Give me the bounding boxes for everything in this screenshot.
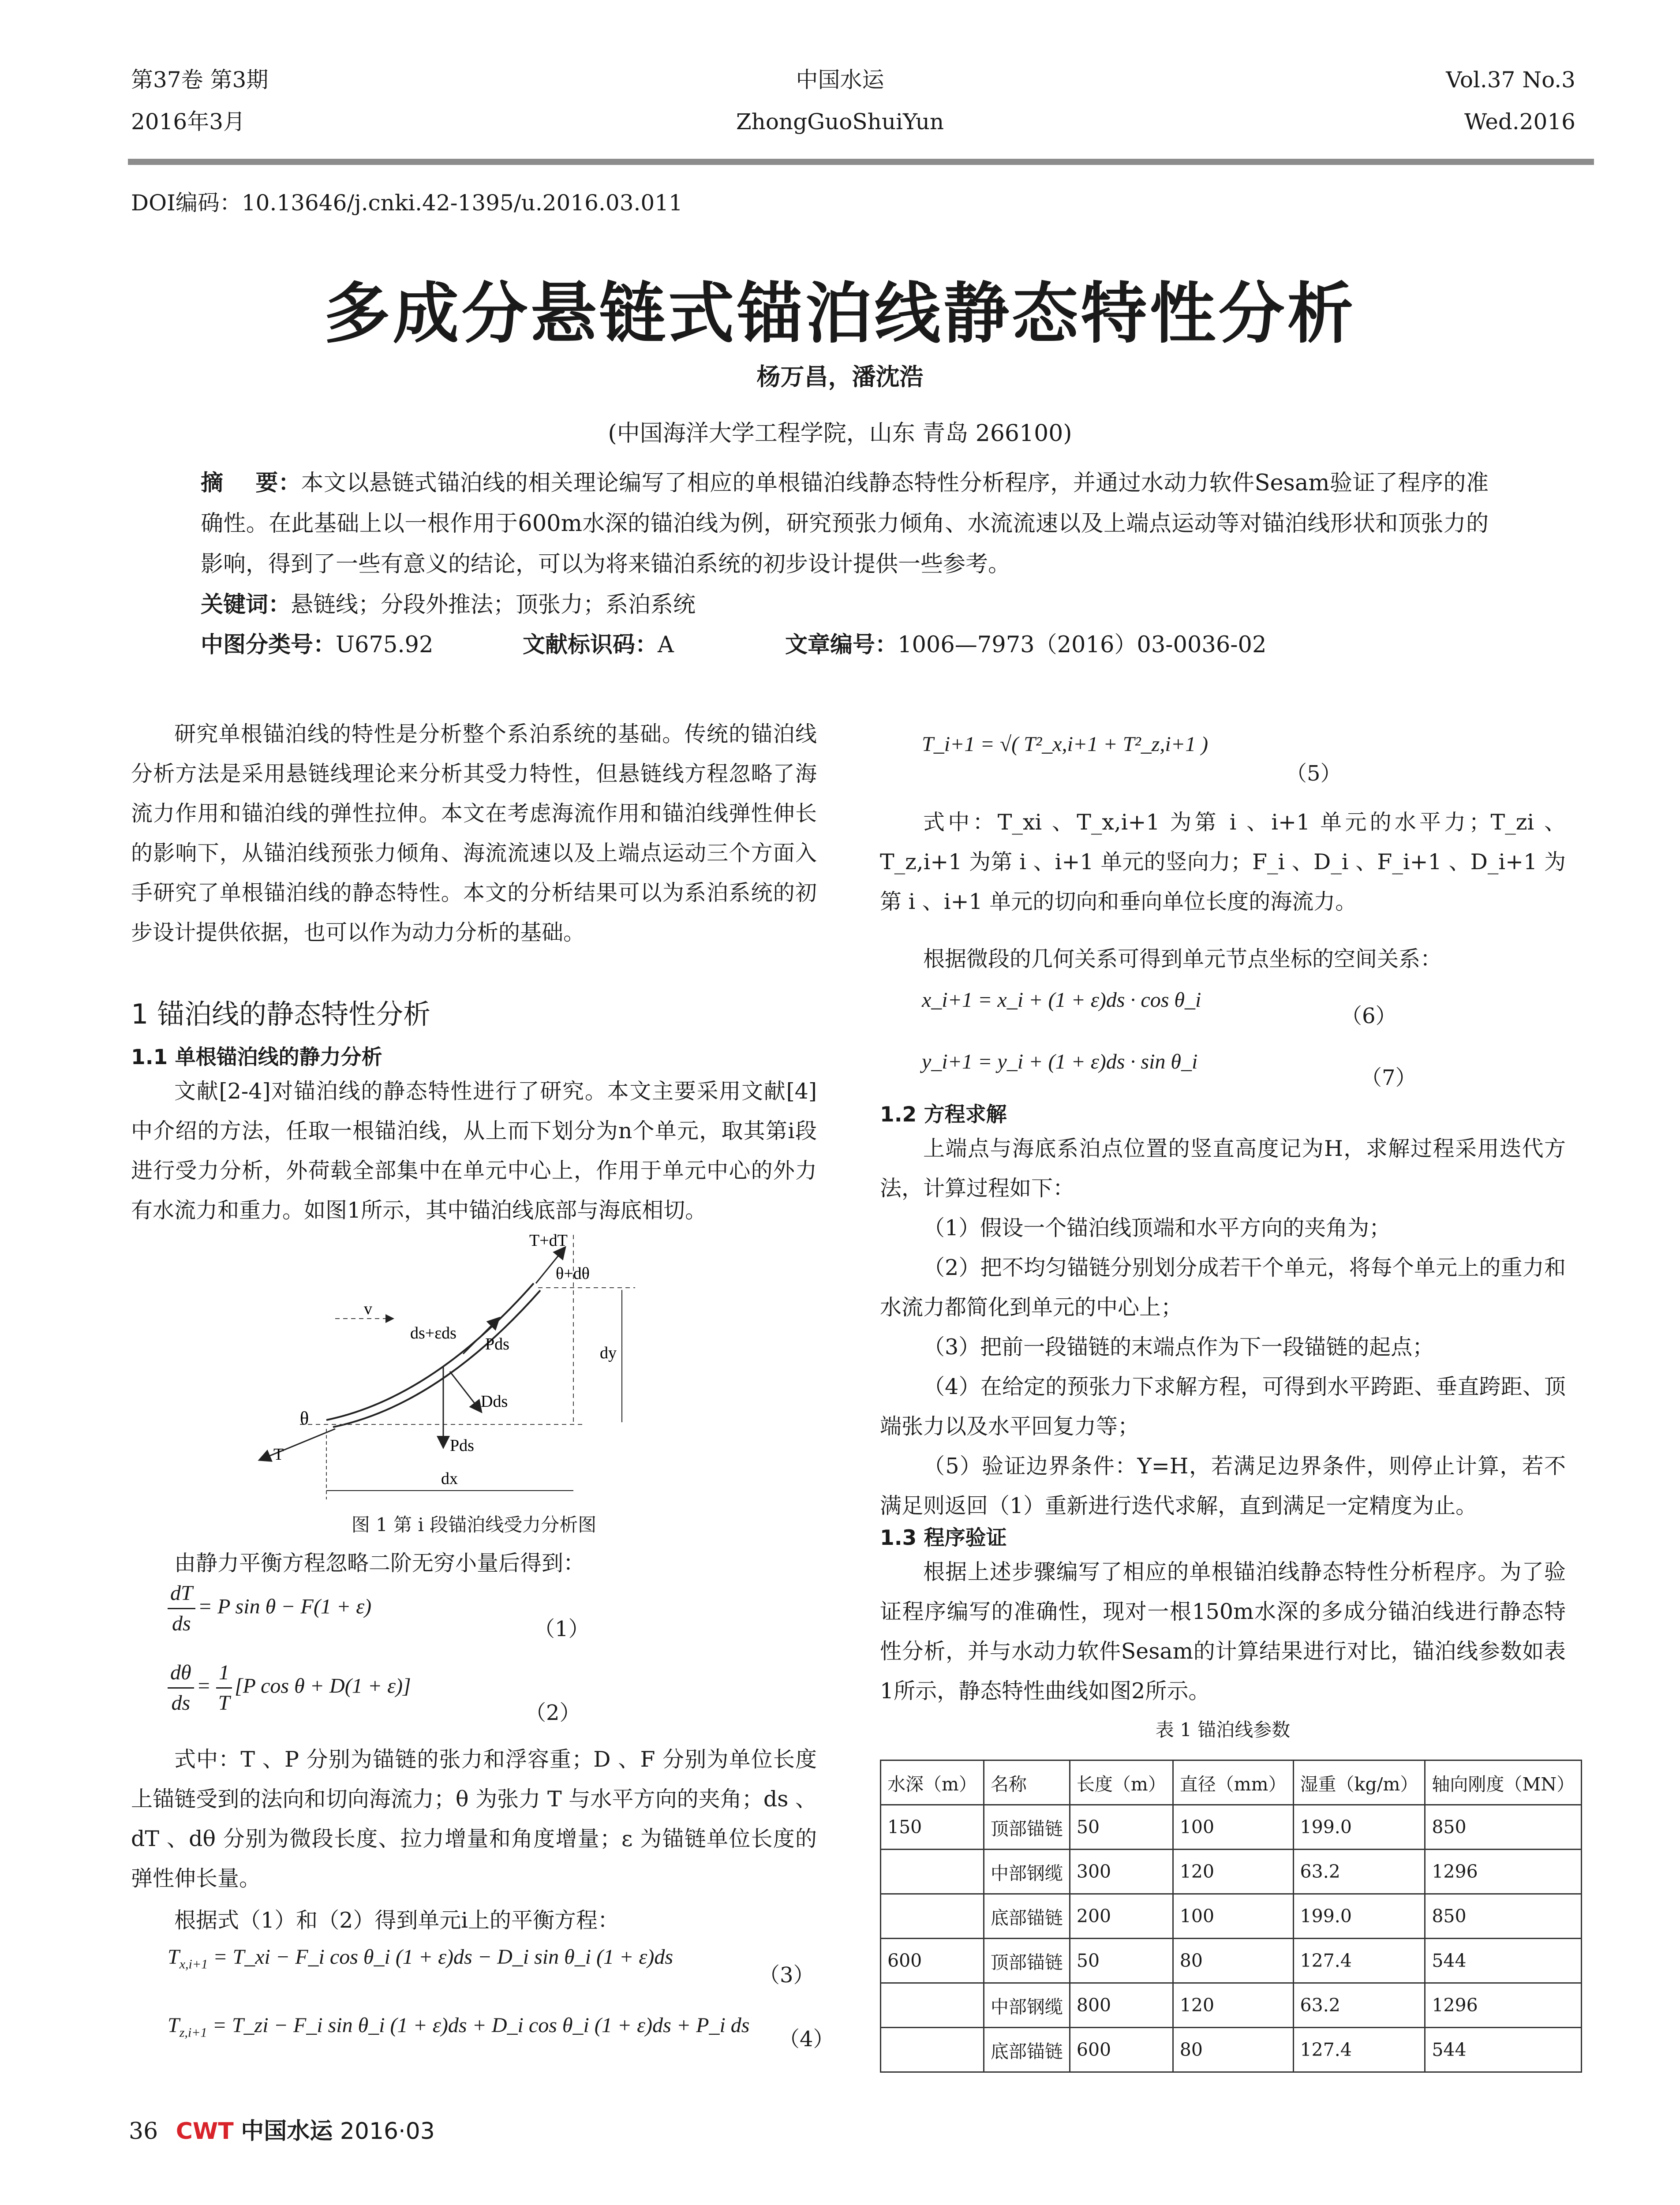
normal-current-arrow [450, 1372, 481, 1411]
clc-value: U675.92 [336, 632, 434, 658]
eq2-fraction-denominator: T [218, 1691, 230, 1715]
table-cell: 100 [1173, 1805, 1293, 1850]
section-1-1-paragraph: 文献[2-4]对锚泊线的静态特性进行了研究。本文主要采用文献[4]中介绍的方法，任取一根锚泊线，从上而下划分为n个单元，取其第i段进行受力分析，外荷载全部集中在单元中心上，作用于单元中心的外力有水流力和重力。如图1所示，其中锚泊线底部与海底相切。 [131, 1079, 817, 1223]
section-1-3-paragraph: 根据上述步骤编写了相应的单根锚泊线静态特性分析程序。为了验证程序编写的准确性，现对一根150m水深的多成分锚泊线进行静态特性分析，并与水动力软件Sesam的计算结果进行对比，锚泊线参数如表1所示，静态特性曲线如图2所示。 [880, 1559, 1566, 1704]
abstract [201, 463, 1489, 625]
table-cell: 127.4 [1293, 1939, 1425, 1983]
table-cell: 50 [1070, 1805, 1173, 1850]
authors: 杨万昌，潘沈浩 [756, 363, 924, 391]
table-header-row [881, 1760, 1582, 1805]
abstract-text: 本文以悬链式锚泊线的相关理论编写了相应的单根锚泊线静态特性分析程序，并通过水动力软件Sesam验证了程序的准确性。在此基础上以一根作用于600m水深的锚泊线为例，研究预张力倾角、水流流速以及上端点运动等对锚泊线形状和顶张力的影响，得到了一些有意义的结论，可以为将来锚泊系统的初步设计提供一些参考。 [201, 470, 1489, 577]
equation-explanation: 式中：T 、P 分别为锚链的张力和浮容重；D 、F 分别为单位长度上锚链受到的法向和切向海流力；θ 为张力 T 与水平方向的夹角；ds 、dT 、dθ 分别为微段长度、拉力增量和角度增量；ε 为锚链单位长度的弹性伸长量。 [131, 1747, 817, 1891]
eq1-denominator: ds [172, 1612, 191, 1635]
abstract-label: 摘 要： [201, 470, 301, 496]
equation-3-number: （3） [759, 1963, 815, 1988]
table-cell: 63.2 [1293, 1850, 1425, 1894]
article-label: 文章编号： [785, 632, 898, 658]
table-row [881, 1850, 1582, 1894]
section-1-2-paragraph: 上端点与海底系泊点位置的竖直高度记为H，求解过程采用迭代方法，计算过程如下： [880, 1136, 1566, 1201]
equation-4-number: （4） [778, 2027, 834, 2052]
doc-code-label: 文献标识码： [523, 632, 658, 658]
table-cell: 100 [1173, 1894, 1293, 1939]
table-row [881, 2028, 1582, 2072]
step-2: （2）把不均匀锚链分别划分成若干个单元，将每个单元上的重力和水流力都简化到单元的中心上； [880, 1255, 1566, 1320]
equation-4 [168, 2013, 749, 2041]
table-cell: 544 [1425, 1939, 1582, 1983]
table-cell: 200 [1070, 1894, 1173, 1939]
eq3-rhs: = T_xi − F_i cos θ_i (1 + ε)ds − D_i sin θ_i (1 + ε)ds [208, 1945, 673, 1969]
label-theta-dtheta: θ+dθ [556, 1264, 590, 1283]
clc-label: 中图分类号： [201, 632, 336, 658]
eq4-rhs: = T_zi − F_i sin θ_i (1 + ε)ds + D_i cos θ_i (1 + ε)ds + P_i ds [207, 2014, 750, 2037]
eq4-lhs: T [168, 2014, 180, 2037]
header-journal-cn: 中国水运 [796, 67, 884, 93]
eq2-rhs: [P cos θ + D(1 + ε)] [234, 1674, 411, 1698]
figure-1-diagram [247, 1230, 741, 1508]
section-1-heading: 1 锚泊线的静态特性分析 [131, 998, 431, 1030]
header-vol-en: Vol.37 No.3 [1446, 67, 1575, 93]
table-cell: 1296 [1425, 1850, 1582, 1894]
equation-5-number: （5） [1286, 761, 1342, 786]
table-cell [881, 1983, 984, 2028]
table-cell: 800 [1070, 1983, 1173, 2028]
page-footer [129, 2112, 435, 2145]
table-header-cell: 直径（mm） [1173, 1760, 1293, 1805]
table-row [881, 1894, 1582, 1939]
footer-issue: 2016·03 [340, 2118, 435, 2145]
table-row [881, 1939, 1582, 1983]
table-header-cell: 轴向刚度（MN） [1425, 1760, 1582, 1805]
table-header-cell: 水深（m） [881, 1760, 984, 1805]
intro-paragraph: 研究单根锚泊线的特性是分析整个系泊系统的基础。传统的锚泊线分析方法是采用悬链线理论来分析其受力特性，但悬链线方程忽略了海流力作用和锚泊线的弹性拉伸。本文在考虑海流作用和锚泊线弹性伸长的影响下，从锚泊线预张力倾角、海流流速以及上端点运动三个方面入手研究了单根锚泊线的静态特性。本文的分析结果可以为系泊系统的初步设计提供依据，也可以作为动力分析的基础。 [131, 721, 817, 945]
equation-2: $\frac{d\theta}{ds}$ = $\frac{1}{T}$ [P cos θ + D(1 + ε)] [168, 1658, 411, 1718]
table-cell: 1296 [1425, 1983, 1582, 2028]
table-header-cell: 名称 [984, 1760, 1070, 1805]
table-cell: 顶部锚链 [984, 1939, 1070, 1983]
doc-code-value: A [658, 632, 674, 658]
eq1-numerator: dT [168, 1579, 195, 1609]
table-cell [881, 1850, 984, 1894]
table-header-cell: 湿重（kg/m） [1293, 1760, 1425, 1805]
label-dy: dy [600, 1344, 617, 1362]
label-v: v [364, 1300, 372, 1318]
eq2-fraction-numerator: 1 [216, 1658, 232, 1689]
footer-brand-logo: CWT [176, 2118, 234, 2145]
table-cell: 底部锚链 [984, 1894, 1070, 1939]
table-cell: 150 [881, 1805, 984, 1850]
footer-journal-name: 中国水运 [241, 2118, 333, 2145]
label-theta: θ [300, 1409, 309, 1429]
eq4-lhs-sub: z,i+1 [179, 2025, 207, 2040]
section-1-2-heading: 1.2 方程求解 [880, 1102, 1007, 1127]
force-explanation: 式中：T_xi 、T_x,i+1 为第 i 、i+1 单元的水平力；T_zi 、T_z,i+1 为第 i 、i+1 单元的竖向力；F_i 、D_i 、F_i+1 、D_i+1 为第 i 、i+1 单元的切向和垂向单位长度的海流力。 [880, 810, 1566, 914]
table-cell: 120 [1173, 1850, 1293, 1894]
eq2-denominator: ds [171, 1691, 191, 1715]
eq1-rhs: = P sin θ − F(1 + ε) [198, 1595, 372, 1618]
equation-3 [168, 1945, 673, 1972]
header-volume-issue: 第37卷 第3期 [131, 67, 269, 93]
table-1-caption: 表 1 锚泊线参数 [1155, 1719, 1291, 1741]
table-cell: 600 [1070, 2028, 1173, 2072]
step-1: （1）假设一个锚泊线顶端和水平方向的夹角为； [923, 1215, 1391, 1241]
eq2-numerator: dθ [168, 1658, 194, 1689]
affiliation: (中国海洋大学工程学院，山东 青岛 266100) [608, 420, 1072, 447]
label-ds: ds+εds [410, 1324, 456, 1342]
header-date-en: Wed.2016 [1464, 109, 1575, 135]
article-value: 1006—7973（2016）03-0036-02 [898, 632, 1267, 658]
table-cell: 50 [1070, 1939, 1173, 1983]
table-cell: 850 [1425, 1894, 1582, 1939]
table-row [881, 1805, 1582, 1850]
table-cell: 544 [1425, 2028, 1582, 2072]
label-t: T [273, 1445, 284, 1464]
step-3: （3）把前一段锚链的末端点作为下一段锚链的起点； [923, 1334, 1434, 1360]
table-cell: 300 [1070, 1850, 1173, 1894]
steps-list [880, 1208, 1566, 1526]
table-row [881, 1983, 1582, 2028]
figure-1-caption: 图 1 第 i 段锚泊线受力分析图 [351, 1514, 597, 1536]
eq3-lhs: T [168, 1945, 180, 1969]
eq3-lhs-sub: x,i+1 [179, 1957, 208, 1972]
table-cell: 63.2 [1293, 1983, 1425, 2028]
header-journal-en: ZhongGuoShuiYun [736, 109, 944, 135]
clc [201, 626, 433, 659]
equation-2-number: （2） [525, 1700, 581, 1725]
page-title: 多成分悬链式锚泊线静态特性分析 [324, 275, 1356, 352]
header-rule [128, 159, 1594, 165]
equation-1 [168, 1579, 371, 1638]
table-1 [880, 1760, 1582, 2073]
page-number: 36 [129, 2118, 158, 2145]
table-cell: 600 [881, 1939, 984, 1983]
tension-bottom-arrow [260, 1429, 335, 1460]
table-cell: 120 [1173, 1983, 1293, 2028]
doc-code [523, 626, 674, 659]
label-dds: Dds [481, 1392, 508, 1411]
table-cell: 127.4 [1293, 2028, 1425, 2072]
table-cell: 底部锚链 [984, 2028, 1070, 2072]
article-number [785, 626, 1266, 659]
equation-7-number: （7） [1361, 1065, 1417, 1090]
table-cell: 中部钢缆 [984, 1983, 1070, 2028]
table-cell: 80 [1173, 1939, 1293, 1983]
equilibrium-intro: 根据式（1）和（2）得到单元i上的平衡方程： [174, 1908, 620, 1933]
equation-intro: 由静力平衡方程忽略二阶无穷小量后得到： [174, 1551, 585, 1576]
table-header-cell: 长度（m） [1070, 1760, 1173, 1805]
table-cell: 80 [1173, 2028, 1293, 2072]
table-cell [881, 2028, 984, 2072]
equation-5: T_i+1 = √( T²_x,i+1 + T²_z,i+1 ) [922, 733, 1209, 756]
table-cell: 199.0 [1293, 1805, 1425, 1850]
table-cell [881, 1894, 984, 1939]
table-cell: 顶部锚链 [984, 1805, 1070, 1850]
step-4: （4）在给定的预张力下求解方程，可得到水平跨距、垂直跨距、顶端张力以及水平回复力等； [880, 1374, 1566, 1439]
keywords-label: 关键词： [201, 592, 291, 618]
table-cell: 中部钢缆 [984, 1850, 1070, 1894]
equation-7: y_i+1 = y_i + (1 + ε)ds · sin θ_i [922, 1050, 1198, 1073]
step-5: （5）验证边界条件：Y=H，若满足边界条件，则停止计算，若不满足则返回（1）重新进行迭代求解，直到满足一定精度为止。 [880, 1454, 1566, 1518]
section-1-1-heading: 1.1 单根锚泊线的静力分析 [131, 1045, 382, 1069]
equation-6-number: （6） [1341, 1004, 1397, 1028]
table-cell: 850 [1425, 1805, 1582, 1850]
label-t-dt: T+dT [529, 1231, 568, 1250]
table-cell: 199.0 [1293, 1894, 1425, 1939]
label-pds-weight: Pds [450, 1436, 474, 1455]
header-date-cn: 2016年3月 [131, 109, 246, 135]
label-dx: dx [441, 1469, 458, 1488]
geometry-intro: 根据微段的几何关系可得到单元节点坐标的空间关系： [923, 946, 1442, 972]
section-1-3-heading: 1.3 程序验证 [880, 1526, 1007, 1550]
equation-6: x_i+1 = x_i + (1 + ε)ds · cos θ_i [922, 988, 1201, 1012]
doi: DOI编码：10.13646/j.cnki.42-1395/u.2016.03.011 [131, 190, 683, 216]
label-pds-buoyancy: Pds [485, 1335, 509, 1353]
equation-1-number: （1） [534, 1617, 590, 1641]
keywords: 悬链线；分段外推法；顶张力；系泊系统 [291, 592, 696, 618]
